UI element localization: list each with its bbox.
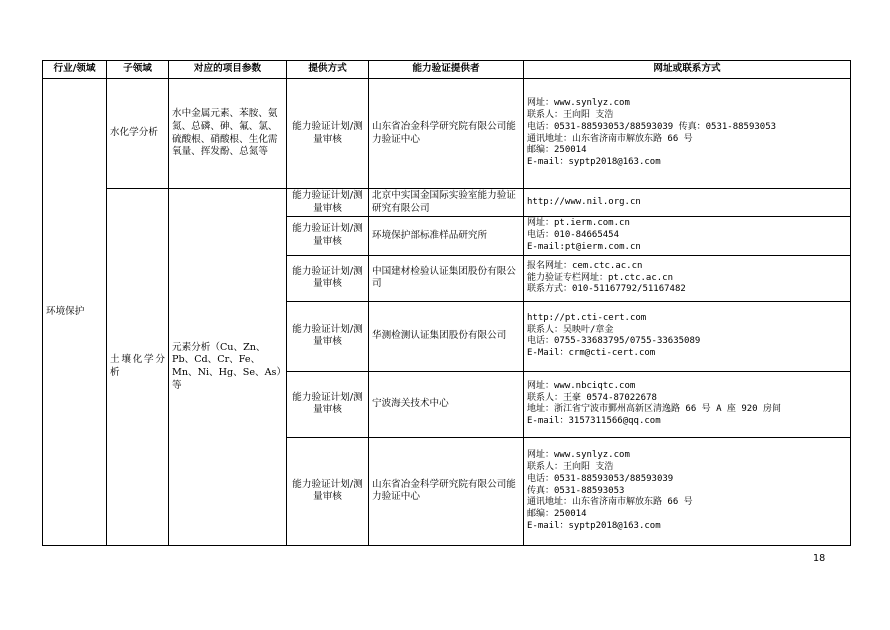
contact-line: 联系方式：010-51167792/51167482 bbox=[527, 284, 686, 295]
contact-line: 能力验证专栏网址：pt.ctc.ac.cn bbox=[527, 272, 674, 283]
subdomain-cell: 土壤化学分析 bbox=[107, 189, 169, 546]
contact-line: E-mail：syptp2018@163.com bbox=[527, 521, 661, 532]
provider-cell: 华测检测认证集团股份有限公司 bbox=[369, 301, 524, 371]
header-contact: 网址或联系方式 bbox=[524, 61, 851, 79]
contact-line: 电话：0755-33683795/0755-33635089 bbox=[527, 336, 701, 347]
contact-line: 报名网址：cem.ctc.ac.cn bbox=[527, 260, 643, 271]
contact-line: E-Mail：crm@cti-cert.com bbox=[527, 348, 656, 359]
proficiency-testing-table bbox=[42, 60, 851, 546]
contact-cell bbox=[524, 255, 851, 301]
contact-line: 电话：0531-88593053/88593039 传真：0531-88593053 bbox=[527, 121, 777, 132]
contact-line: 电话：010-84665454 bbox=[527, 230, 620, 241]
contact-line: 联系人：王向阳 支浩 bbox=[527, 461, 614, 472]
method-cell: 能力验证计划/测量审核 bbox=[287, 79, 369, 189]
method-cell: 能力验证计划/测量审核 bbox=[287, 189, 369, 217]
params-cell: 水中金属元素、苯胺、氨氮、总磷、砷、氟、氯、硫酸根、硝酸根、生化需氧量、挥发酚、总氮等 bbox=[169, 79, 287, 189]
contact-line: http://pt.cti-cert.com bbox=[527, 312, 647, 323]
provider-cell: 环境保护部标准样品研究所 bbox=[369, 217, 524, 256]
method-cell: 能力验证计划/测量审核 bbox=[287, 301, 369, 371]
params-cell: 元素分析（Cu、Zn、Pb、Cd、Cr、Fe、Mn、Ni、Hg、Se、As）等 bbox=[169, 189, 287, 546]
header-provider: 能力验证提供者 bbox=[369, 61, 524, 79]
method-cell: 能力验证计划/测量审核 bbox=[287, 371, 369, 437]
method-cell: 能力验证计划/测量审核 bbox=[287, 437, 369, 545]
provider-cell: 宁波海关技术中心 bbox=[369, 371, 524, 437]
contact-line: 网址：www.synlyz.com bbox=[527, 449, 630, 460]
contact-line: 邮编：250014 bbox=[527, 145, 587, 156]
table-row bbox=[43, 189, 851, 217]
header-params: 对应的项目参数 bbox=[169, 61, 287, 79]
header-row bbox=[43, 61, 851, 79]
contact-cell bbox=[524, 371, 851, 437]
contact-line: 网址：pt.ierm.com.cn bbox=[527, 218, 630, 229]
contact-line: 传真：0531-88593053 bbox=[527, 485, 625, 496]
contact-line: 网址：www.nbciqtc.com bbox=[527, 380, 636, 391]
contact-cell bbox=[524, 79, 851, 189]
subdomain-cell: 水化学分析 bbox=[107, 79, 169, 189]
contact-line: 通讯地址：山东省济南市解放东路 66 号 bbox=[527, 497, 693, 508]
contact-line: 联系人：王向阳 支浩 bbox=[527, 109, 614, 120]
method-cell: 能力验证计划/测量审核 bbox=[287, 255, 369, 301]
contact-cell bbox=[524, 437, 851, 545]
provider-cell: 山东省冶金科学研究院有限公司能力验证中心 bbox=[369, 79, 524, 189]
contact-line: 联系人：王豪 0574-87022678 bbox=[527, 392, 657, 403]
provider-cell: 中国建材检验认证集团股份有限公司 bbox=[369, 255, 524, 301]
page-number: 18 bbox=[813, 553, 826, 564]
contact-line: 联系人：吴映叶/章金 bbox=[527, 324, 614, 335]
header-industry: 行业/领域 bbox=[43, 61, 107, 79]
contact-line: 邮编：250014 bbox=[527, 509, 587, 520]
contact-line: 通讯地址：山东省济南市解放东路 66 号 bbox=[527, 133, 693, 144]
contact-line: 电话：0531-88593053/88593039 bbox=[527, 473, 674, 484]
header-subdomain: 子领域 bbox=[107, 61, 169, 79]
contact-line: 网址：www.synlyz.com bbox=[527, 97, 630, 108]
method-cell: 能力验证计划/测量审核 bbox=[287, 217, 369, 256]
contact-cell bbox=[524, 217, 851, 256]
contact-line: E-mail:pt@ierm.com.cn bbox=[527, 242, 641, 253]
contact-cell bbox=[524, 301, 851, 371]
contact-line: 地址：浙江省宁波市鄞州高新区清逸路 66 号 A 座 920 房间 bbox=[527, 404, 782, 415]
contact-cell bbox=[524, 189, 851, 217]
contact-line: E-mail：3157311566@qq.com bbox=[527, 416, 661, 427]
contact-line: http://www.nil.org.cn bbox=[527, 196, 641, 207]
table-row bbox=[43, 79, 851, 189]
header-method: 提供方式 bbox=[287, 61, 369, 79]
contact-line: E-mail：syptp2018@163.com bbox=[527, 157, 661, 168]
industry-cell: 环境保护 bbox=[43, 79, 107, 546]
provider-cell: 北京中实国金国际实验室能力验证研究有限公司 bbox=[369, 189, 524, 217]
provider-cell: 山东省冶金科学研究院有限公司能力验证中心 bbox=[369, 437, 524, 545]
